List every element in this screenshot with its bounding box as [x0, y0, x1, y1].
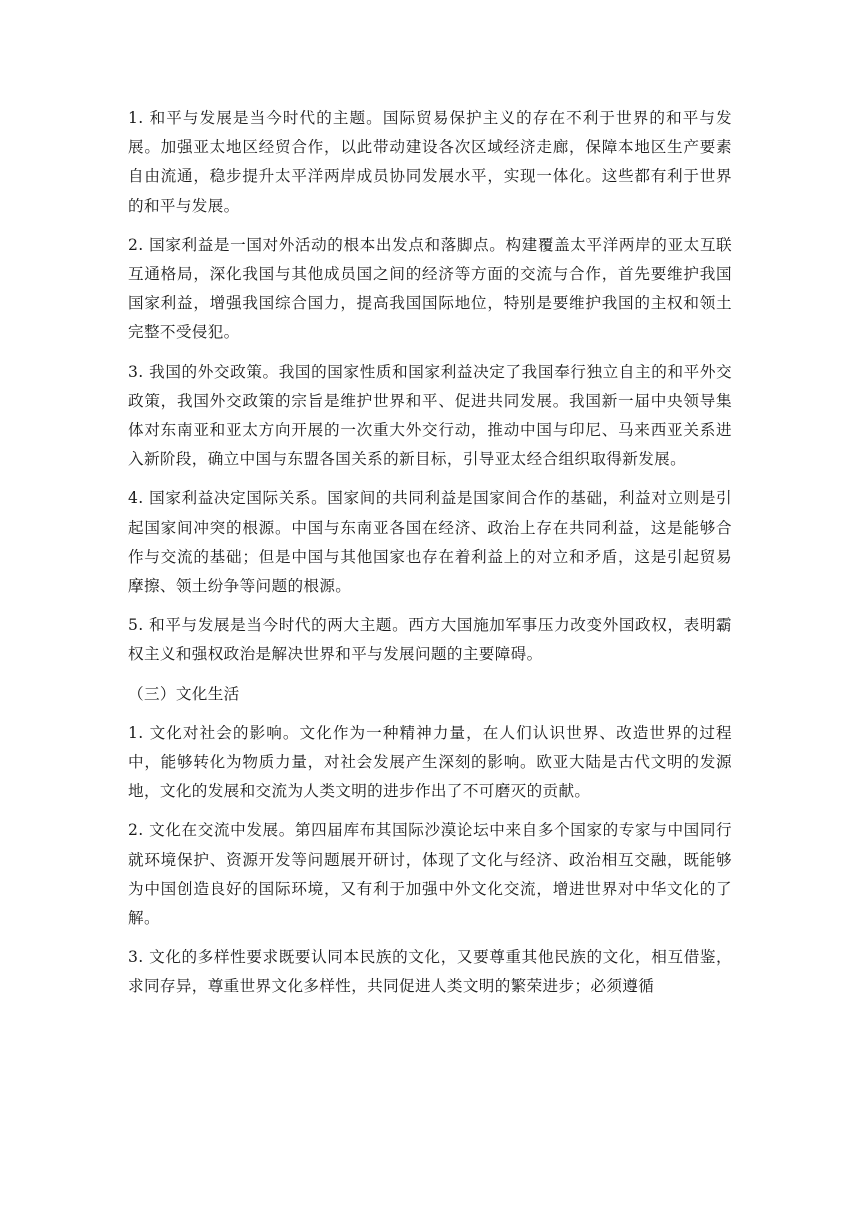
- section-heading-culture: （三）文化生活: [128, 684, 240, 703]
- paragraph-politics-5: 5. 和平与发展是当今时代的两大主题。西方大国施加军事压力改变外国政权，表明霸权主义和强权政治是解决世界和平与发展问题的主要障碍。: [128, 616, 732, 664]
- paragraph-culture-1: 1. 文化对社会的影响。文化作为一种精神力量，在人们认识世界、改造世界的过程中，能够转化为物质力量，对社会发展产生深刻的影响。欧亚大陆是古代文明的发源地，文化的发展和交流为人类文明的进步作出了不可磨灭的贡献。: [128, 723, 732, 801]
- paragraph-culture-3: 3. 文化的多样性要求既要认同本民族的文化，又要尊重其他民族的文化，相互借鉴，求同存异，尊重世界文化多样性，共同促进人类文明的繁荣进步；必须遵循: [128, 948, 732, 996]
- paragraph-culture-2: 2. 文化在交流中发展。第四届库布其国际沙漠论坛中来自多个国家的专家与中国同行就环境保护、资源开发等问题展开研讨，体现了文化与经济、政治相互交融，既能够为中国创造良好的国际环境，又有利于加强中外文化交流，增进世界对中华文化的了解。: [128, 821, 732, 928]
- paragraph-politics-2: 2. 国家利益是一国对外活动的根本出发点和落脚点。构建覆盖太平洋两岸的亚太互联互通格局，深化我国与其他成员国之间的经济等方面的交流与合作，首先要维护我国国家利益，增强我国综合国力，提高我国国际地位，特别是要维护我国的主权和领土完整不受侵犯。: [128, 235, 732, 342]
- document-body: [128, 104, 732, 1012]
- paragraph-politics-3: 3. 我国的外交政策。我国的国家性质和国家利益决定了我国奉行独立自主的和平外交政策，我国外交政策的宗旨是维护世界和平、促进共同发展。我国新一届中央领导集体对东南亚和亚太方向开展的一次重大外交行动，推动中国与印尼、马来西亚关系进入新阶段，确立中国与东盟各国关系的新目标，引导亚太经合组织取得新发展。: [128, 362, 732, 469]
- paragraph-politics-4: 4. 国家利益决定国际关系。国家间的共同利益是国家间合作的基础，利益对立则是引起国家间冲突的根源。中国与东南亚各国在经济、政治上存在共同利益，这是能够合作与交流的基础；但是中国与其他国家也存在着利益上的对立和矛盾，这是引起贸易摩擦、领土纷争等问题的根源。: [128, 489, 732, 596]
- paragraph-politics-1: 1. 和平与发展是当今时代的主题。国际贸易保护主义的存在不利于世界的和平与发展。加强亚太地区经贸合作，以此带动建设各次区域经济走廊，保障本地区生产要素自由流通，稳步提升太平洋两岸成员协同发展水平，实现一体化。这些都有利于世界的和平与发展。: [128, 109, 732, 215]
